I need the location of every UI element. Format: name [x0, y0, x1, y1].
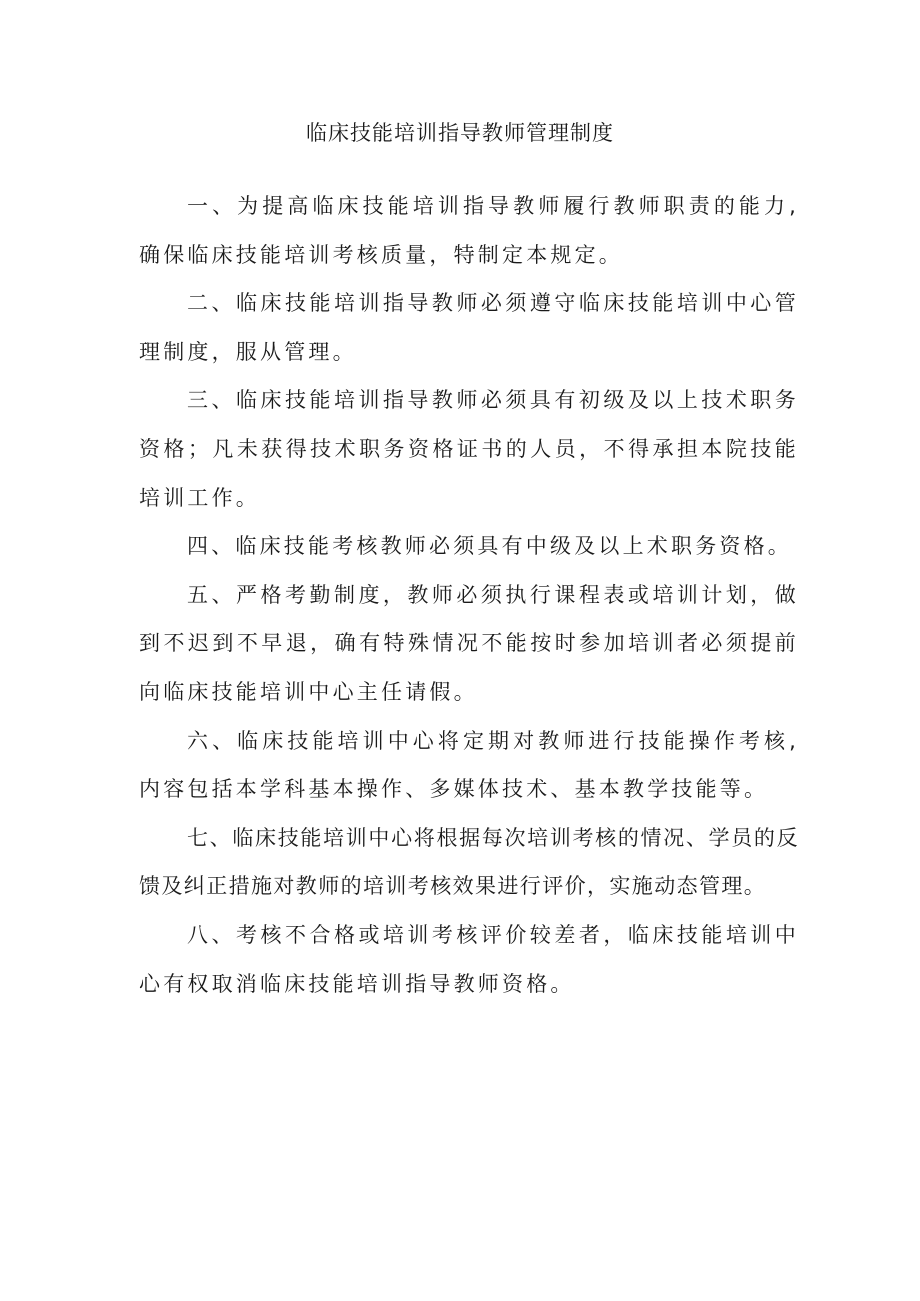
- paragraph-2: 二、临床技能培训指导教师必须遵守临床技能培训中心管理制度，服从管理。: [139, 291, 799, 364]
- document-title: 临床技能培训指导教师管理制度: [306, 121, 614, 145]
- paragraph-4: 四、临床技能考核教师必须具有中级及以上术职务资格。: [187, 534, 792, 559]
- paragraph-6: 六、临床技能培训中心将定期对教师进行技能操作考核,内容包括本学科基本操作、多媒体技术、基本教学技能等。: [139, 728, 799, 802]
- paragraph-7: 七、临床技能培训中心将根据每次培训考核的情况、学员的反馈及纠正措施对教师的培训考核效果进行评价，实施动态管理。: [139, 825, 799, 899]
- paragraph-8: 八、考核不合格或培训考核评价较差者，临床技能培训中心有权取消临床技能培训指导教师资格。: [139, 922, 799, 996]
- document-body: [139, 182, 799, 1008]
- paragraph-5: 五、严格考勤制度，教师必须执行课程表或培训计划，做到不迟到不早退，确有特殊情况不能按时参加培训者必须提前向临床技能培训中心主任请假。: [139, 582, 799, 704]
- paragraph-3: 三、临床技能培训指导教师必须具有初级及以上技术职务资格；凡未获得技术职务资格证书的人员，不得承担本院技能培训工作。: [139, 388, 799, 510]
- paragraph-1: 一、为提高临床技能培训指导教师履行教师职责的能力,确保临床技能培训考核质量，特制定本规定。: [139, 194, 799, 267]
